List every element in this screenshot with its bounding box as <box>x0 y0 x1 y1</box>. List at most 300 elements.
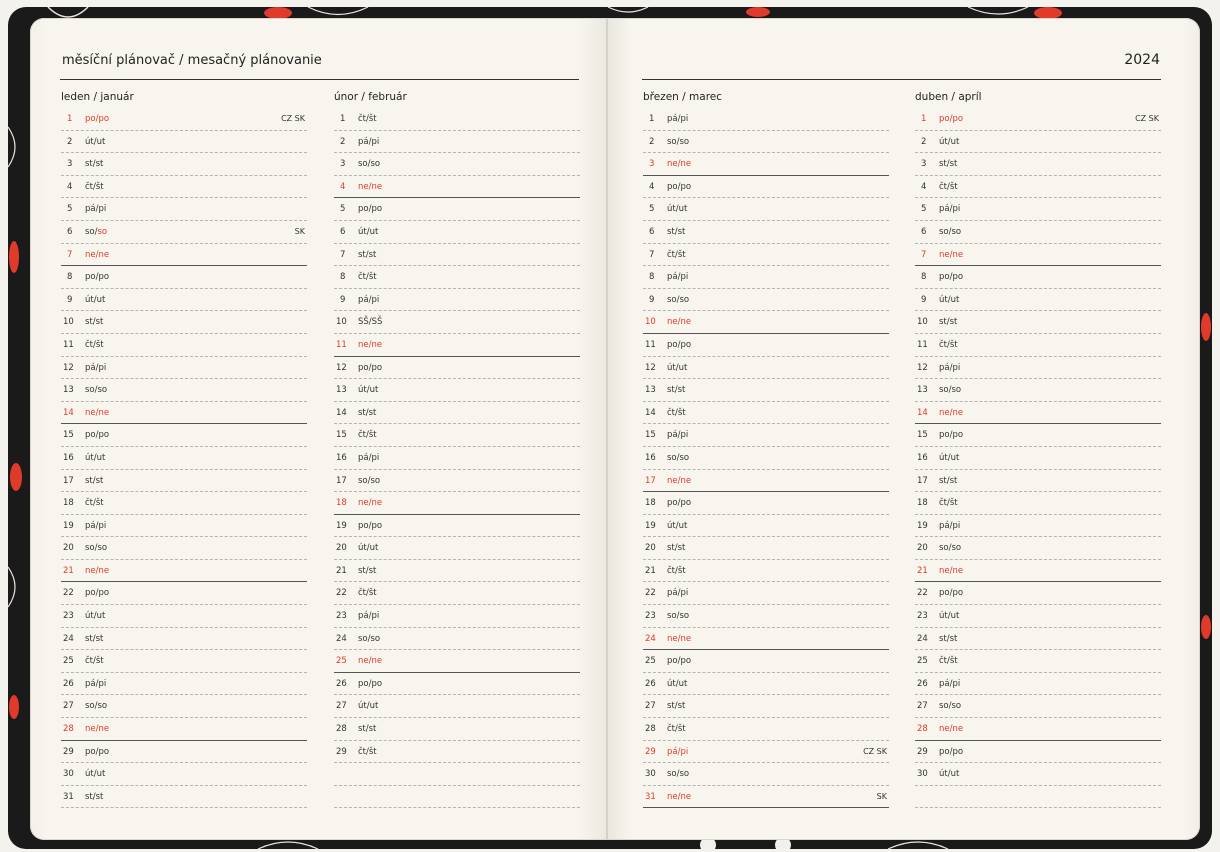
day-number: 3 <box>921 159 927 170</box>
day-number: 14 <box>336 407 347 418</box>
weekday-label: so/so <box>358 633 381 644</box>
month-column-january <box>61 88 307 808</box>
day-row[interactable] <box>334 266 580 289</box>
day-row[interactable] <box>61 108 307 131</box>
day-number: 3 <box>340 159 346 170</box>
weekday-label: út/ut <box>85 769 106 780</box>
weekday-label: st/st <box>939 475 958 486</box>
day-number: 13 <box>645 385 656 396</box>
day-number: 20 <box>336 543 347 554</box>
weekday-label: ne/ne <box>667 633 692 644</box>
day-number: 28 <box>917 724 928 735</box>
day-row[interactable] <box>643 402 889 425</box>
weekday-label: po/po <box>667 498 692 509</box>
day-row[interactable] <box>61 650 307 673</box>
day-row[interactable] <box>334 221 580 244</box>
day-number: 30 <box>63 769 74 780</box>
weekday-label: ne/ne <box>667 475 692 486</box>
day-number: 26 <box>645 678 656 689</box>
day-row[interactable] <box>915 515 1161 538</box>
day-row[interactable] <box>915 605 1161 628</box>
day-number: 23 <box>645 611 656 622</box>
weekday-label: út/ut <box>358 701 379 712</box>
day-number: 29 <box>336 746 347 757</box>
day-row[interactable] <box>334 334 580 357</box>
day-number: 17 <box>63 475 74 486</box>
day-row[interactable] <box>334 515 580 538</box>
day-number: 21 <box>917 565 928 576</box>
day-row[interactable] <box>643 763 889 786</box>
weekday-label: út/ut <box>85 136 106 147</box>
day-row[interactable] <box>334 424 580 447</box>
day-row[interactable] <box>915 131 1161 154</box>
day-number: 19 <box>63 520 74 531</box>
day-row[interactable] <box>61 402 307 425</box>
weekday-label: út/ut <box>358 543 379 554</box>
weekday-label: po/po <box>939 588 964 599</box>
weekday-label: pá/pi <box>667 114 689 124</box>
day-number: 16 <box>63 452 74 463</box>
weekday-label: ne/ne <box>939 724 964 735</box>
day-number: 28 <box>645 724 656 735</box>
weekday-label: út/ut <box>85 452 106 463</box>
day-row[interactable] <box>643 424 889 447</box>
day-row[interactable] <box>915 221 1161 244</box>
weekday-label: po/po <box>939 272 964 283</box>
day-row[interactable] <box>334 628 580 651</box>
day-number: 22 <box>645 588 656 599</box>
day-number: 31 <box>63 791 74 802</box>
day-row[interactable] <box>915 537 1161 560</box>
day-number: 17 <box>645 475 656 486</box>
weekday-label: út/ut <box>939 452 960 463</box>
day-row[interactable] <box>334 176 580 199</box>
weekday-label: ne/ne <box>667 317 692 328</box>
weekday-label: pá/pi <box>358 136 380 147</box>
weekday-label: ne/ne <box>358 656 383 667</box>
day-row[interactable] <box>643 311 889 334</box>
weekday-label: pá/pi <box>939 678 961 689</box>
weekday-label: čt/št <box>667 565 686 576</box>
day-row[interactable] <box>61 537 307 560</box>
day-number: 2 <box>921 136 927 147</box>
day-number: 9 <box>67 294 73 305</box>
weekday-label: so/so <box>85 226 108 237</box>
day-row[interactable] <box>643 515 889 538</box>
day-row[interactable] <box>61 741 307 764</box>
day-row[interactable] <box>915 741 1161 764</box>
day-row[interactable] <box>643 244 889 267</box>
day-number: 12 <box>645 362 656 373</box>
weekday-label: čt/št <box>939 656 958 667</box>
weekday-label: čt/št <box>667 724 686 735</box>
day-row[interactable] <box>61 153 307 176</box>
weekday-label: st/st <box>85 159 104 170</box>
weekday-label: ne/ne <box>667 159 692 170</box>
day-number: 21 <box>63 565 74 576</box>
day-row[interactable] <box>915 402 1161 425</box>
day-number: 4 <box>921 181 927 192</box>
day-row[interactable] <box>915 198 1161 221</box>
day-row[interactable] <box>334 605 580 628</box>
day-number: 23 <box>63 611 74 622</box>
day-number: 30 <box>917 769 928 780</box>
weekday-label: po/po <box>85 430 110 441</box>
day-row[interactable] <box>643 492 889 515</box>
weekday-label: čt/št <box>85 498 104 509</box>
day-row[interactable] <box>61 311 307 334</box>
day-row[interactable] <box>643 650 889 673</box>
day-row[interactable] <box>334 311 580 334</box>
day-number: 11 <box>645 339 656 350</box>
day-row[interactable] <box>61 492 307 515</box>
day-row[interactable] <box>334 198 580 221</box>
day-row[interactable] <box>61 673 307 696</box>
day-row[interactable] <box>334 537 580 560</box>
day-number: 13 <box>917 385 928 396</box>
weekday-label: so/so <box>939 226 962 237</box>
day-number: 9 <box>340 294 346 305</box>
day-row[interactable] <box>915 311 1161 334</box>
day-row[interactable] <box>915 560 1161 583</box>
day-row[interactable] <box>334 357 580 380</box>
day-row[interactable] <box>334 786 580 809</box>
day-number: 4 <box>67 181 73 192</box>
day-row[interactable] <box>643 718 889 741</box>
day-number: 24 <box>63 633 74 644</box>
day-row[interactable] <box>915 266 1161 289</box>
day-number: 9 <box>649 294 655 305</box>
day-number: 7 <box>340 249 346 260</box>
weekday-label: ne/ne <box>85 407 110 418</box>
weekday-label: út/ut <box>85 294 106 305</box>
day-number: 7 <box>67 249 73 260</box>
day-row[interactable] <box>915 673 1161 696</box>
day-row[interactable] <box>643 379 889 402</box>
weekday-label: út/ut <box>667 520 688 531</box>
day-row[interactable] <box>643 741 889 764</box>
holiday-marker: CZ SK <box>281 114 305 123</box>
weekday-label: st/st <box>85 317 104 328</box>
day-row[interactable] <box>61 289 307 312</box>
day-number: 19 <box>917 520 928 531</box>
day-number: 15 <box>336 430 347 441</box>
day-row[interactable] <box>643 131 889 154</box>
day-row[interactable] <box>61 221 307 244</box>
day-number: 26 <box>917 678 928 689</box>
day-row[interactable] <box>61 131 307 154</box>
day-number: 25 <box>917 656 928 667</box>
day-number: 25 <box>63 656 74 667</box>
day-row[interactable] <box>61 198 307 221</box>
day-row[interactable] <box>915 650 1161 673</box>
day-row[interactable] <box>915 763 1161 786</box>
day-number: 29 <box>917 746 928 757</box>
weekday-label: pá/pi <box>939 520 961 531</box>
day-number: 13 <box>63 385 74 396</box>
day-number: 22 <box>63 588 74 599</box>
day-number: 16 <box>336 452 347 463</box>
day-row[interactable] <box>915 176 1161 199</box>
weekday-label: čt/št <box>358 430 377 441</box>
day-row[interactable] <box>61 176 307 199</box>
weekday-label: so/so <box>939 701 962 712</box>
day-number: 5 <box>921 204 927 215</box>
weekday-label: st/st <box>939 159 958 170</box>
day-row[interactable] <box>643 289 889 312</box>
day-number: 15 <box>63 430 74 441</box>
weekday-label: st/st <box>358 407 377 418</box>
day-row[interactable] <box>61 786 307 809</box>
day-number: 26 <box>336 678 347 689</box>
weekday-label: st/st <box>85 475 104 486</box>
day-row[interactable] <box>915 244 1161 267</box>
day-row[interactable] <box>643 176 889 199</box>
day-number: 8 <box>649 272 655 283</box>
day-row[interactable] <box>334 470 580 493</box>
weekday-label: st/st <box>667 385 686 396</box>
day-number: 7 <box>649 249 655 260</box>
day-number: 28 <box>336 724 347 735</box>
day-number: 17 <box>336 475 347 486</box>
weekday-label: út/ut <box>358 226 379 237</box>
day-row[interactable] <box>61 605 307 628</box>
day-row[interactable] <box>915 786 1161 809</box>
day-row[interactable] <box>915 582 1161 605</box>
day-row[interactable] <box>643 605 889 628</box>
day-number: 25 <box>336 656 347 667</box>
weekday-label: čt/št <box>85 181 104 192</box>
weekday-label: pá/pi <box>85 204 107 215</box>
day-number: 28 <box>63 724 74 735</box>
day-row[interactable] <box>915 357 1161 380</box>
day-row[interactable] <box>915 470 1161 493</box>
day-row[interactable] <box>334 379 580 402</box>
day-number: 10 <box>645 317 656 328</box>
weekday-label: st/st <box>358 724 377 735</box>
day-row[interactable] <box>61 628 307 651</box>
day-number: 27 <box>917 701 928 712</box>
day-row[interactable] <box>643 560 889 583</box>
day-number: 3 <box>649 159 655 170</box>
day-row[interactable] <box>334 153 580 176</box>
day-number: 27 <box>336 701 347 712</box>
day-number: 19 <box>645 520 656 531</box>
day-row[interactable] <box>61 695 307 718</box>
day-row[interactable] <box>915 153 1161 176</box>
day-row[interactable] <box>334 289 580 312</box>
day-row[interactable] <box>643 447 889 470</box>
day-row[interactable] <box>334 447 580 470</box>
day-row[interactable] <box>61 334 307 357</box>
weekday-label: út/ut <box>667 362 688 373</box>
day-row[interactable] <box>334 582 580 605</box>
day-row[interactable] <box>643 198 889 221</box>
day-row[interactable] <box>915 289 1161 312</box>
day-number: 12 <box>336 362 347 373</box>
weekday-label: so/so <box>667 452 690 463</box>
day-row[interactable] <box>643 537 889 560</box>
day-number: 25 <box>645 656 656 667</box>
weekday-label: út/ut <box>667 678 688 689</box>
day-number: 24 <box>917 633 928 644</box>
day-row[interactable] <box>334 673 580 696</box>
day-number: 29 <box>63 746 74 757</box>
weekday-label: so/so <box>85 385 108 396</box>
day-row[interactable] <box>334 244 580 267</box>
weekday-label: pá/pi <box>667 430 689 441</box>
day-row[interactable] <box>61 763 307 786</box>
weekday-label: so/so <box>939 385 962 396</box>
holiday-marker: CZ SK <box>1135 114 1159 123</box>
day-row[interactable] <box>915 695 1161 718</box>
weekday-label: ne/ne <box>358 181 383 192</box>
weekday-label: pá/pi <box>358 611 380 622</box>
weekday-label: po/po <box>358 204 383 215</box>
day-row[interactable] <box>61 424 307 447</box>
day-row[interactable] <box>643 470 889 493</box>
day-number: 18 <box>917 498 928 509</box>
day-number: 9 <box>921 294 927 305</box>
day-number: 2 <box>67 136 73 147</box>
day-number: 3 <box>67 159 73 170</box>
day-number: 5 <box>340 204 346 215</box>
day-row[interactable] <box>915 718 1161 741</box>
weekday-label: po/po <box>85 746 110 757</box>
day-row[interactable] <box>643 695 889 718</box>
day-row[interactable] <box>915 628 1161 651</box>
day-number: 14 <box>645 407 656 418</box>
day-number: 10 <box>336 317 347 328</box>
day-number: 1 <box>649 114 655 124</box>
page-title: měsíční plánovač / mesačný plánovanie <box>62 53 322 68</box>
day-number: 7 <box>921 249 927 260</box>
day-number: 22 <box>336 588 347 599</box>
day-row[interactable] <box>643 786 889 809</box>
month-column-april <box>915 88 1161 808</box>
day-row[interactable] <box>61 447 307 470</box>
weekday-label: ne/ne <box>667 791 692 802</box>
day-number: 1 <box>67 114 73 124</box>
weekday-label: čt/št <box>85 339 104 350</box>
day-row[interactable] <box>334 492 580 515</box>
weekday-label: út/ut <box>939 769 960 780</box>
weekday-label: čt/št <box>667 249 686 260</box>
day-row[interactable] <box>643 221 889 244</box>
day-row[interactable] <box>61 582 307 605</box>
day-row[interactable] <box>334 695 580 718</box>
day-number: 20 <box>645 543 656 554</box>
day-row[interactable] <box>334 718 580 741</box>
day-row[interactable] <box>61 244 307 267</box>
day-row[interactable] <box>915 379 1161 402</box>
weekday-label: po/po <box>358 678 383 689</box>
day-row[interactable] <box>61 560 307 583</box>
month-column-february <box>334 88 580 808</box>
day-number: 19 <box>336 520 347 531</box>
weekday-label: st/st <box>667 226 686 237</box>
day-number: 29 <box>645 746 656 757</box>
day-row[interactable] <box>643 628 889 651</box>
weekday-label: po/po <box>85 272 110 283</box>
day-number: 20 <box>917 543 928 554</box>
day-row[interactable] <box>334 650 580 673</box>
day-row[interactable] <box>643 153 889 176</box>
day-row[interactable] <box>643 334 889 357</box>
day-row[interactable] <box>61 379 307 402</box>
day-number: 2 <box>340 136 346 147</box>
weekday-label: pá/pi <box>667 746 689 757</box>
day-row[interactable] <box>61 718 307 741</box>
weekday-label: pá/pi <box>358 452 380 463</box>
month-name: březen / marec <box>643 91 723 103</box>
weekday-label: pá/pi <box>939 362 961 373</box>
weekday-label: po/po <box>939 746 964 757</box>
day-row[interactable] <box>643 357 889 380</box>
weekday-label: ne/ne <box>85 724 110 735</box>
day-row[interactable] <box>643 673 889 696</box>
day-row[interactable] <box>643 582 889 605</box>
day-row[interactable] <box>334 741 580 764</box>
header-rule-right <box>642 79 1161 80</box>
day-row[interactable] <box>61 470 307 493</box>
day-row[interactable] <box>61 266 307 289</box>
day-row[interactable] <box>643 266 889 289</box>
day-row[interactable] <box>334 402 580 425</box>
day-row[interactable] <box>915 492 1161 515</box>
day-row[interactable] <box>915 447 1161 470</box>
day-number: 16 <box>645 452 656 463</box>
weekday-label: po/po <box>85 114 110 124</box>
day-number: 27 <box>645 701 656 712</box>
day-row[interactable] <box>334 763 580 786</box>
day-row[interactable] <box>915 424 1161 447</box>
day-row[interactable] <box>334 560 580 583</box>
day-row[interactable] <box>643 108 889 131</box>
day-row[interactable] <box>334 108 580 131</box>
day-number: 6 <box>921 226 927 237</box>
weekday-label: čt/št <box>939 498 958 509</box>
weekday-label: ne/ne <box>939 565 964 576</box>
day-number: 26 <box>63 678 74 689</box>
weekday-label: so/so <box>358 159 381 170</box>
day-row[interactable] <box>915 334 1161 357</box>
day-row[interactable] <box>61 515 307 538</box>
weekday-label: čt/št <box>358 114 377 124</box>
weekday-label: čt/št <box>667 407 686 418</box>
day-number: 12 <box>917 362 928 373</box>
header-rule-left <box>60 79 579 80</box>
weekday-label: pá/pi <box>85 520 107 531</box>
weekday-label: ne/ne <box>358 339 383 350</box>
weekday-label: SŠ/SŠ <box>358 317 383 328</box>
day-row[interactable] <box>61 357 307 380</box>
weekday-label: ne/ne <box>358 498 383 509</box>
day-number: 31 <box>645 791 656 802</box>
day-row[interactable] <box>915 108 1161 131</box>
day-number: 11 <box>917 339 928 350</box>
weekday-label: po/po <box>85 588 110 599</box>
weekday-label: po/po <box>939 114 964 124</box>
month-name: duben / apríl <box>915 91 982 103</box>
day-number: 8 <box>67 272 73 283</box>
weekday-label: čt/št <box>358 746 377 757</box>
weekday-label: ne/ne <box>85 565 110 576</box>
weekday-label: so/so <box>939 543 962 554</box>
day-row[interactable] <box>334 131 580 154</box>
day-number: 14 <box>917 407 928 418</box>
day-number: 2 <box>649 136 655 147</box>
